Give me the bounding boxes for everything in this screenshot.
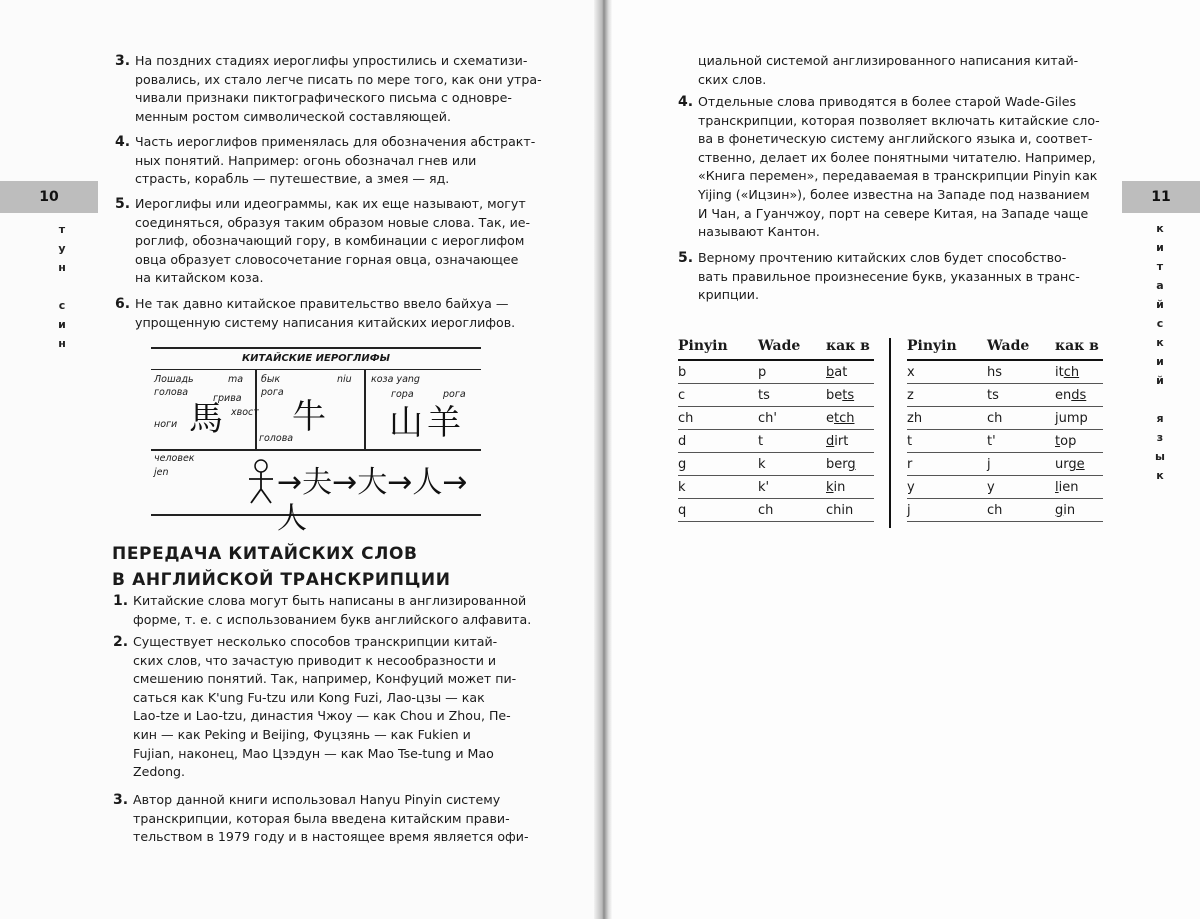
wade-cell: k <box>758 453 826 476</box>
item-number: 1. <box>113 593 129 609</box>
text-line: ва в фонетическую систему английского языка и, соответ- <box>698 131 1093 147</box>
text-line: саться как K'ung Fu-tzu или Kong Fuzi, Лао-цзы — как <box>133 689 485 705</box>
header-pinyin: Pinyin <box>907 334 987 360</box>
header-wade: Wade <box>987 334 1055 360</box>
side-letter: к <box>1156 222 1164 235</box>
list-item-2 <box>113 633 545 782</box>
text-line: Автор данной книги использовал Hanyu Pinyin систему <box>133 792 501 807</box>
text-line: Zedong. <box>133 764 186 780</box>
text-line: форме, т. е. с использованием букв английского алфавита. <box>133 611 532 627</box>
side-letter: й <box>1156 298 1164 311</box>
example-post: irt <box>834 434 849 449</box>
heading-line: ПЕРЕДАЧА КИТАЙСКИХ СЛОВ <box>112 544 418 564</box>
example-pre: e <box>826 411 834 426</box>
text-line: ных понятий. Например: огонь обозначал гнев или <box>135 152 477 168</box>
header-pinyin: Pinyin <box>678 334 758 360</box>
text-line: Fujian, наконец, Мао Цзэдун — как Mao Tse-tung и Mao <box>133 745 494 761</box>
example-cell <box>1055 499 1103 522</box>
goat-glyph: 山羊 <box>389 403 465 443</box>
table-divider <box>889 338 891 528</box>
text-line: упрощенную систему написания китайских иероглифов. <box>135 314 516 330</box>
side-letter: й <box>1156 374 1164 387</box>
example-pre: ber <box>826 457 848 472</box>
table-row <box>907 453 1103 476</box>
section-heading <box>112 541 451 593</box>
table-row <box>907 499 1103 522</box>
book-spine <box>594 0 612 919</box>
left-page-number: 10 <box>0 181 98 213</box>
continuation-text <box>698 52 1118 89</box>
example-pre: it <box>1055 365 1064 380</box>
side-letter: у <box>58 242 66 255</box>
right-item-4 <box>678 93 1118 242</box>
item-number: 3. <box>115 53 131 69</box>
example-cell <box>826 476 874 499</box>
pinyin-cell: x <box>907 360 987 384</box>
left-side-label <box>52 220 72 353</box>
item-number: 3. <box>113 792 129 808</box>
text-line: вать правильное произнесение букв, указанных в транс- <box>698 268 1080 284</box>
text-line: Верному прочтению китайских слов будет способство- <box>698 250 1067 265</box>
text-line: ских слов. <box>698 71 767 87</box>
example-ul: ch <box>1063 365 1080 380</box>
text-line: ственно, делает их более понятными читателю. Например, <box>698 149 1096 165</box>
pinyin-cell: ch <box>678 407 758 430</box>
text-line: циальной системой англизированного написания китай- <box>698 53 1079 68</box>
list-item-3 <box>115 52 547 126</box>
side-letter: к <box>1156 336 1164 349</box>
wade-cell: ts <box>758 384 826 407</box>
item-number: 2. <box>113 634 129 650</box>
example-cell <box>826 384 874 407</box>
side-letter: я <box>1156 412 1164 425</box>
example-post: at <box>834 365 848 380</box>
goat-horns-label: рога <box>443 389 466 400</box>
example-pre: be <box>826 388 843 403</box>
ox-horns-label: рога <box>261 387 284 398</box>
horse-tail-label: хвост <box>231 407 259 418</box>
example-cell <box>1055 407 1103 430</box>
list-item-4 <box>115 133 547 189</box>
item-number: 6. <box>115 296 131 312</box>
table-row <box>907 360 1103 384</box>
pinyin-cell: k <box>678 476 758 499</box>
list-item-6 <box>115 295 547 332</box>
text-line: транскрипции, которая позволяет включать китайские сло- <box>698 112 1100 128</box>
item-number: 4. <box>678 94 694 110</box>
example-cell <box>826 453 874 476</box>
ox-reading: niu <box>337 374 352 385</box>
transcription-table-right <box>907 334 1103 522</box>
example-cell <box>826 430 874 453</box>
table-row <box>907 407 1103 430</box>
side-letter <box>52 277 72 296</box>
text-line: на китайском коза. <box>135 270 264 286</box>
hieroglyphs-figure <box>151 347 481 536</box>
text-line: И Чан, а Гуанчжоу, порт на севере Китая, на Западе чаще <box>698 205 1089 221</box>
header-as-in: как в <box>826 334 874 360</box>
horse-legs-label: ноги <box>154 419 178 430</box>
ox-head-label: голова <box>259 433 294 444</box>
example-pre: ur <box>1055 457 1069 472</box>
text-line: «Книга перемен», передаваемая в транскрипции Pinyin как <box>698 168 1098 184</box>
table-row <box>678 407 874 430</box>
wade-cell: p <box>758 360 826 384</box>
wade-cell: hs <box>987 360 1055 384</box>
side-letter: и <box>1156 241 1164 254</box>
pinyin-cell: q <box>678 499 758 522</box>
example-cell <box>826 499 874 522</box>
pinyin-cell: zh <box>907 407 987 430</box>
wade-cell: ch <box>987 407 1055 430</box>
right-side-label <box>1150 219 1170 485</box>
horse-label: Лошадь <box>154 374 194 385</box>
text-line: На поздних стадиях иероглифы упростились и схематизи- <box>135 53 528 68</box>
man-reading: jen <box>154 467 169 478</box>
wade-cell: ts <box>987 384 1055 407</box>
figure-title: КИТАЙСКИЕ ИЕРОГЛИФЫ <box>151 349 481 370</box>
text-line: транскрипции, которая была введена китайским прави- <box>133 810 510 826</box>
text-line: кин — как Peking и Beijing, Фуцзянь — как Fukien и <box>133 726 471 742</box>
side-letter: с <box>58 299 66 312</box>
side-letter: ы <box>1155 450 1165 463</box>
example-cell <box>826 360 874 384</box>
side-letter: н <box>58 261 66 274</box>
side-letter: и <box>58 318 66 331</box>
table-row <box>678 476 874 499</box>
table-row <box>907 430 1103 453</box>
wade-cell: ch <box>758 499 826 522</box>
example-post: in <box>833 480 846 495</box>
example-ul: tch <box>834 411 855 426</box>
example-ul: ge <box>1068 457 1085 472</box>
wade-cell: j <box>987 453 1055 476</box>
item-number: 5. <box>678 250 694 266</box>
list-item-3b <box>113 791 545 847</box>
example-cell <box>1055 453 1103 476</box>
text-line: Часть иероглифов применялась для обозначения абстракт- <box>135 134 536 149</box>
horse-reading: ma <box>228 374 244 385</box>
side-letter: а <box>1156 279 1164 292</box>
table-row <box>907 476 1103 499</box>
side-letter: з <box>1156 431 1164 444</box>
side-letter: т <box>1156 260 1164 273</box>
example-cell <box>1055 476 1103 499</box>
transcription-table-left <box>678 334 874 522</box>
text-line: Китайские слова могут быть написаны в англизированной <box>133 593 527 608</box>
horse-glyph: 馬 <box>189 399 223 439</box>
table-row <box>678 360 874 384</box>
text-line: называют Кантон. <box>698 224 820 240</box>
side-letter <box>1150 390 1170 409</box>
text-line: ровались, их стало легче писать по мере того, как они утра- <box>135 71 542 87</box>
example-ul: ds <box>1071 388 1087 403</box>
example-ul: t <box>1055 434 1061 449</box>
wade-cell: t <box>758 430 826 453</box>
example-ul: l <box>1055 480 1059 495</box>
example-ul: g <box>1055 503 1064 518</box>
wade-cell: k' <box>758 476 826 499</box>
wade-cell: ch' <box>758 407 826 430</box>
wade-cell: ch <box>987 499 1055 522</box>
wade-cell: y <box>987 476 1055 499</box>
header-wade: Wade <box>758 334 826 360</box>
item-number: 5. <box>115 196 131 212</box>
horse-mane-label: грива <box>213 393 242 404</box>
list-item-5 <box>115 195 547 288</box>
pinyin-cell: t <box>907 430 987 453</box>
wade-cell: t' <box>987 430 1055 453</box>
figure-divider <box>364 369 366 449</box>
example-post: ump <box>1058 411 1088 426</box>
header-as-in: как в <box>1055 334 1103 360</box>
example-cell <box>826 407 874 430</box>
pinyin-cell: c <box>678 384 758 407</box>
horse-head-label: голова <box>154 387 189 398</box>
pinyin-cell: j <box>907 499 987 522</box>
man-figure-icon <box>241 457 281 507</box>
text-line: смешению понятий. Так, например, Конфуций может пи- <box>133 671 517 687</box>
text-line: Не так давно китайское правительство ввело байхуа — <box>135 296 509 311</box>
pinyin-cell: z <box>907 384 987 407</box>
example-cell <box>1055 360 1103 384</box>
example-post: op <box>1060 434 1077 449</box>
table-row <box>678 453 874 476</box>
side-letter: т <box>58 223 66 236</box>
text-line: менным ростом символической составляющей. <box>135 108 451 124</box>
text-line: тельством в 1979 году и в настоящее время является офи- <box>133 829 529 845</box>
example-pre: chin <box>826 503 854 518</box>
example-cell <box>1055 384 1103 407</box>
right-item-5 <box>678 249 1118 305</box>
text-line: Yijing («Ицзин»), более известна на Западе под названием <box>698 186 1090 202</box>
text-line: овца образует словосочетание горная овца, означающее <box>135 251 519 267</box>
text-line: соединяться, образуя таким образом новые слова. Так, ие- <box>135 214 531 230</box>
side-letter: с <box>1156 317 1164 330</box>
table-row <box>678 499 874 522</box>
text-line: страсть, корабль — путешествие, а змея — яд. <box>135 171 450 187</box>
table-row <box>907 384 1103 407</box>
text-line: роглиф, обозначающий гору, в комбинации с иероглифом <box>135 233 525 249</box>
text-line: Существует несколько способов транскрипции китай- <box>133 634 498 649</box>
ox-label: бык <box>261 374 281 385</box>
pinyin-cell: d <box>678 430 758 453</box>
example-pre: en <box>1055 388 1072 403</box>
example-ul: ts <box>842 388 855 403</box>
text-line: чивали признаки пиктографического письма с одновре- <box>135 90 512 106</box>
pinyin-cell: r <box>907 453 987 476</box>
example-ul: b <box>826 365 835 380</box>
text-line: Отдельные слова приводятся в более старой Wade-Giles <box>698 94 1077 109</box>
figure-divider <box>151 449 481 451</box>
text-line: ских слов, что зачастую приводит к несообразности и <box>133 652 497 668</box>
example-ul: g <box>847 457 856 472</box>
text-line: крипции. <box>698 287 759 303</box>
pinyin-cell: b <box>678 360 758 384</box>
side-letter: н <box>58 337 66 350</box>
side-letter: к <box>1156 469 1164 482</box>
heading-line: В АНГЛИЙСКОЙ ТРАНСКРИПЦИИ <box>112 570 451 590</box>
list-item-1 <box>113 592 545 629</box>
man-label: человек <box>154 453 195 464</box>
table-row <box>678 430 874 453</box>
example-cell <box>1055 430 1103 453</box>
goat-mountain-label: гора <box>391 389 414 400</box>
side-letter: и <box>1156 355 1164 368</box>
example-post: ien <box>1058 480 1079 495</box>
ox-glyph: 牛 <box>292 397 326 437</box>
text-line: Lao-tze и Lao-tzu, династия Чжоу — как Chou и Zhou, Пе- <box>133 708 511 724</box>
pinyin-cell: g <box>678 453 758 476</box>
example-post: in <box>1063 503 1076 518</box>
example-ul: j <box>1055 411 1059 426</box>
text-line: Иероглифы или идеограммы, как их еще называют, могут <box>135 196 526 211</box>
pinyin-cell: y <box>907 476 987 499</box>
table-row <box>678 384 874 407</box>
item-number: 4. <box>115 134 131 150</box>
example-ul: d <box>826 434 835 449</box>
right-page-number: 11 <box>1122 181 1200 213</box>
goat-label: коза yang <box>371 374 420 385</box>
man-glyph-sequence: →夫→大→人→人 <box>277 465 468 536</box>
example-ul: k <box>826 480 834 495</box>
